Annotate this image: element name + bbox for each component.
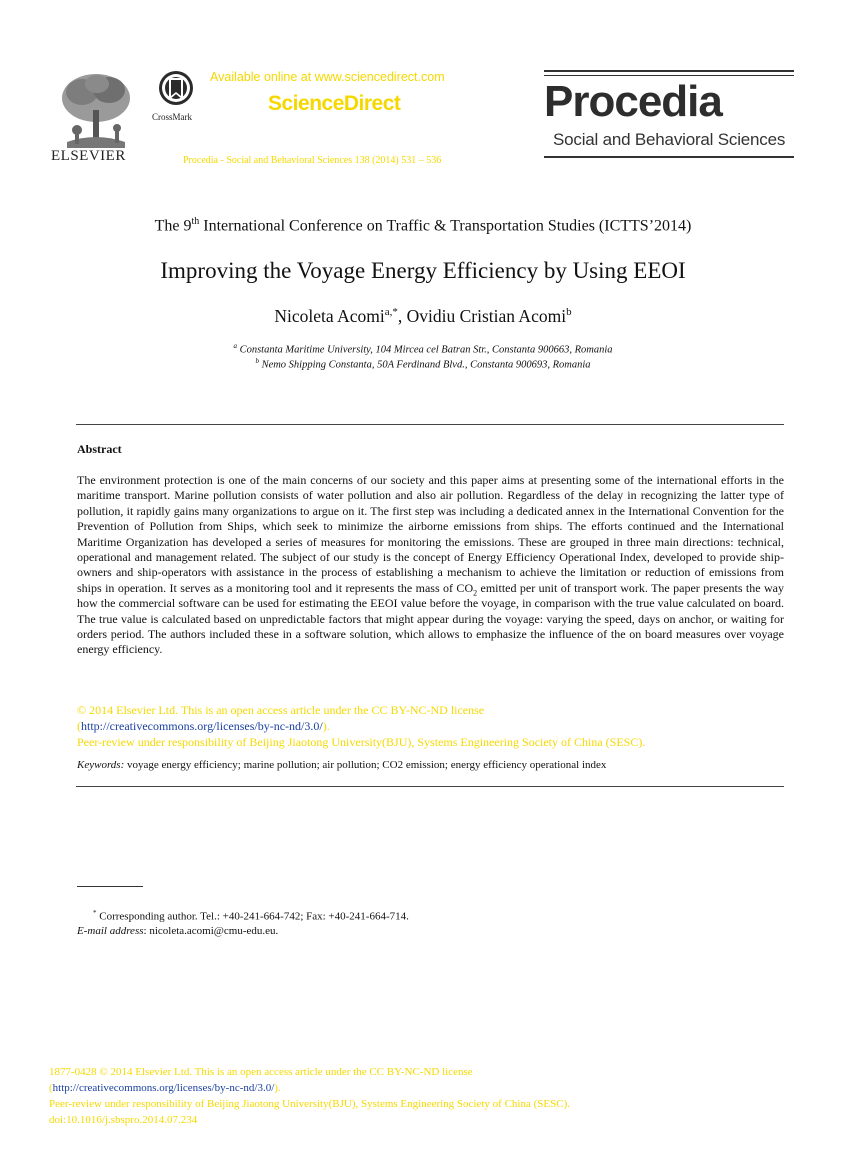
journal-name: Procedia bbox=[544, 77, 722, 126]
abstract-text-part1: The environment protection is one of the main concerns of our society and this paper aims at presenting some of the international efforts in the maritime transport. Marine pollution consists of water pollution and also air pollution. Regardless of the delay in recognizing the latter type of pollution, it rapidly gains many organizations to argue on it. The first step was including a dedicated annex in the International Convention for the Prevention of Pollution from Ships, which seek to minimize the airborne emissions from ships. The efforts continued and the International Maritime Organization has developed a series of measures for monitoring the emissions. These are grouped in three main directions: technical, operational and management related. The subject of our study is the concept of Energy Efficiency Operational Index, developed to provide ship-owners and ship-operators with assistance in the process of establishing a mechanism to achieve the limitation or reduction of emissions from ships in operation. It serves as a monitoring tool and it represents the mass of CO bbox=[77, 473, 784, 595]
sciencedirect-logo[interactable]: ScienceDirect bbox=[268, 92, 401, 115]
bottom-license-line: 1877-0428 © 2014 Elsevier Ltd. This is an open access article under the CC BY-NC-ND license bbox=[49, 1066, 473, 1078]
bottom-peer-review-line: Peer-review under responsibility of Beijing Jiaotong University(BJU), Systems Engineering Society of China (SESC). bbox=[49, 1098, 570, 1110]
conference-prefix: The 9 bbox=[154, 217, 192, 235]
corresponding-author-line bbox=[77, 906, 409, 924]
keywords-list: voyage energy efficiency; marine pollution; air pollution; CO2 emission; energy efficiency operational index bbox=[124, 759, 607, 771]
affiliation-a-text: Constanta Maritime University, 104 Mircea cel Batran Str., Constanta 900663, Romania bbox=[236, 344, 613, 356]
footnote-rule bbox=[77, 886, 143, 887]
bottom-paren-open: ( bbox=[49, 1082, 53, 1094]
abstract-heading: Abstract bbox=[77, 442, 122, 456]
abstract-text-part2: emitted per unit of transport work. The paper presents the way how the commercial software can be used for estimating the EEOI value before the voyage, in comparison with the true value calculated on board. The true value is calculated based on unpredictable factors that might appear during the voyage: varying the speed, days on anchor, or waiting for orders period. The authors included these in a software solution, which allows to emphasize the influence of the on board measures over voyage energy efficiency. bbox=[77, 580, 784, 657]
procedia-top-rule-thin bbox=[544, 75, 794, 76]
procedia-top-rule bbox=[544, 70, 794, 72]
email-line bbox=[77, 924, 409, 938]
author-1: Nicoleta Acomi bbox=[274, 306, 385, 326]
license-block bbox=[77, 702, 784, 750]
abstract-bottom-rule bbox=[76, 786, 784, 787]
keywords bbox=[77, 759, 784, 771]
co2-subscript: 2 bbox=[473, 588, 478, 598]
doi[interactable]: doi:10.1016/j.sbspro.2014.07.234 bbox=[49, 1114, 198, 1126]
author-2-marker: b bbox=[566, 306, 572, 319]
journal-subtitle: Social and Behavioral Sciences bbox=[553, 130, 786, 149]
abstract-top-rule bbox=[76, 424, 784, 425]
bottom-license-block bbox=[49, 1064, 570, 1128]
license-paren-close: ). bbox=[322, 719, 330, 733]
affiliation-a-marker: a bbox=[233, 342, 237, 350]
authors bbox=[0, 306, 846, 327]
bottom-paren-close: ). bbox=[274, 1082, 281, 1094]
elsevier-wordmark: ELSEVIER bbox=[51, 148, 126, 164]
footnote-star: * bbox=[93, 909, 97, 917]
journal-reference: Procedia - Social and Behavioral Sciences 138 (2014) 531 – 536 bbox=[183, 155, 442, 166]
peer-review-line: Peer-review under responsibility of Beijing Jiaotong University(BJU), Systems Engineering Society of China (SESC). bbox=[77, 735, 646, 749]
bottom-license-url-line bbox=[49, 1080, 570, 1096]
procedia-bottom-rule bbox=[544, 156, 794, 158]
email-label: E-mail address bbox=[77, 924, 144, 937]
paper-title: Improving the Voyage Energy Efficiency by Using EEOI bbox=[160, 258, 686, 283]
affiliation-a bbox=[0, 342, 846, 356]
bottom-license-link[interactable]: http://creativecommons.org/licenses/by-nc-nd/3.0/ bbox=[52, 1082, 275, 1094]
elsevier-tree-icon bbox=[57, 70, 135, 150]
affiliation-b bbox=[0, 357, 846, 371]
abstract-text bbox=[77, 473, 784, 658]
author-1-marker: a,* bbox=[384, 306, 398, 319]
affiliation-b-marker: b bbox=[255, 357, 259, 365]
keywords-label: Keywords: bbox=[77, 759, 125, 771]
conference-ordinal: th bbox=[191, 216, 200, 227]
conference-suffix: International Conference on Traffic & Transportation Studies (ICTTS’2014) bbox=[199, 217, 692, 235]
license-line: © 2014 Elsevier Ltd. This is an open access article under the CC BY-NC-ND license bbox=[77, 703, 485, 717]
conference-name bbox=[0, 216, 846, 235]
crossmark-label: CrossMark bbox=[152, 112, 192, 122]
email-address[interactable]: : nicoleta.acomi@cmu-edu.eu. bbox=[143, 924, 279, 937]
affiliation-b-text: Nemo Shipping Constanta, 50A Ferdinand Blvd., Constanta 900693, Romania bbox=[258, 359, 591, 371]
license-url-line bbox=[77, 718, 784, 734]
license-paren-open: ( bbox=[77, 719, 81, 733]
author-2: , Ovidiu Cristian Acomi bbox=[397, 306, 567, 326]
corresponding-author: Corresponding author. Tel.: +40-241-664-742; Fax: +40-241-664-714. bbox=[96, 910, 409, 923]
available-online-text[interactable]: Available online at www.sciencedirect.com bbox=[210, 70, 445, 84]
license-link[interactable]: http://creativecommons.org/licenses/by-nc-nd/3.0/ bbox=[81, 719, 323, 733]
footnote bbox=[77, 906, 409, 938]
